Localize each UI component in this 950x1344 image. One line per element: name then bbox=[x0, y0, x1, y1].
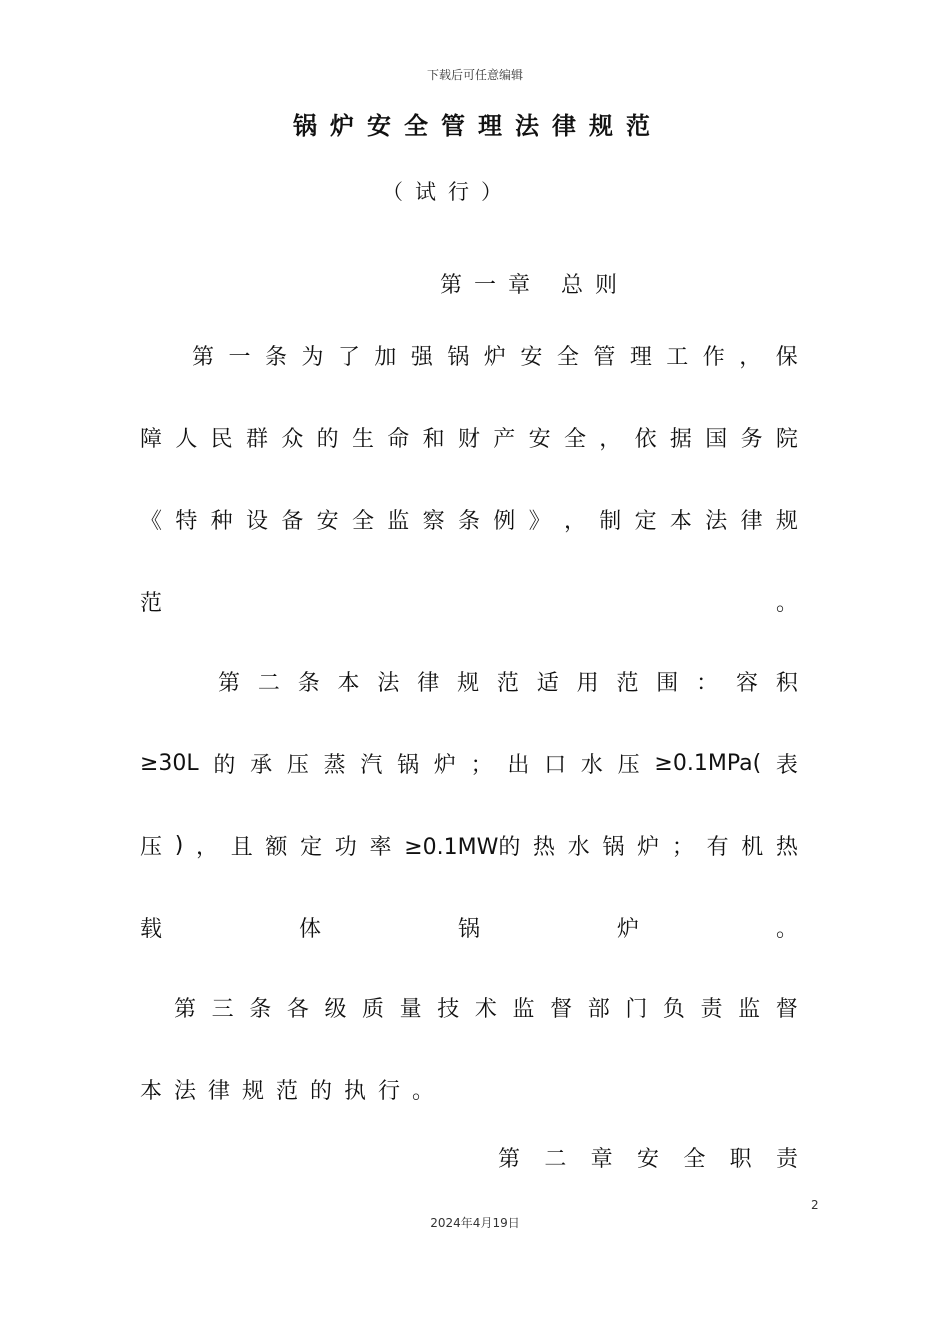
text-token: 体 bbox=[298, 917, 321, 942]
text-token: 条 bbox=[264, 345, 287, 370]
text-token: 热 bbox=[533, 835, 556, 860]
text-token: 产 bbox=[493, 427, 516, 452]
text-token: 术 bbox=[474, 997, 497, 1022]
text-token: 例 bbox=[493, 509, 516, 534]
document-subtitle: （试行） bbox=[382, 180, 514, 204]
text-token: 三 bbox=[211, 997, 234, 1022]
text-token: 锅 bbox=[447, 345, 470, 370]
text-token: 第 bbox=[192, 345, 215, 370]
body-line bbox=[140, 586, 798, 617]
text-token: 。 bbox=[775, 591, 798, 616]
text-token: 安 bbox=[520, 345, 543, 370]
text-token: 规 bbox=[775, 509, 798, 534]
body-line bbox=[140, 992, 798, 1023]
text-token: 炉 bbox=[433, 753, 456, 778]
text-token: 适 bbox=[536, 671, 559, 696]
text-token: 督 bbox=[550, 997, 573, 1022]
text-token: ) bbox=[174, 833, 184, 858]
text-token: 条 bbox=[249, 997, 272, 1022]
text-token: 务 bbox=[740, 427, 763, 452]
text-token: 载 bbox=[140, 917, 163, 942]
text-token: 量 bbox=[399, 997, 422, 1022]
text-token: 众 bbox=[281, 427, 304, 452]
header-note: 下载后可任意编辑 bbox=[426, 68, 523, 82]
text-token: 定 bbox=[634, 509, 657, 534]
text-token: 门 bbox=[625, 997, 648, 1022]
text-token: 二 bbox=[257, 671, 280, 696]
heading-token: 职 bbox=[729, 1147, 752, 1172]
text-token: 命 bbox=[387, 427, 410, 452]
text-token: 备 bbox=[281, 509, 304, 534]
text-token: 据 bbox=[669, 427, 692, 452]
text-token: 法 bbox=[705, 509, 728, 534]
text-token: 人 bbox=[175, 427, 198, 452]
text-token: 安 bbox=[316, 509, 339, 534]
text-token: 围 bbox=[656, 671, 679, 696]
text-token: 的 bbox=[213, 753, 236, 778]
text-token: 压 bbox=[617, 753, 640, 778]
text-token: 。 bbox=[775, 917, 798, 942]
text-token: ； bbox=[470, 753, 493, 778]
text-token: 监 bbox=[512, 997, 535, 1022]
text-token: 为 bbox=[301, 345, 324, 370]
text-token: 作 bbox=[702, 345, 725, 370]
body-line bbox=[140, 912, 798, 943]
text-token: 种 bbox=[210, 509, 233, 534]
text-token: ， bbox=[599, 427, 622, 452]
text-token: 用 bbox=[576, 671, 599, 696]
text-token: 压 bbox=[140, 835, 163, 860]
heading-token: 章 bbox=[590, 1147, 613, 1172]
text-token: 容 bbox=[735, 671, 758, 696]
text-token: 障 bbox=[140, 427, 163, 452]
text-token: 负 bbox=[662, 997, 685, 1022]
text-token: 锅 bbox=[602, 835, 625, 860]
text-token: ： bbox=[696, 671, 719, 696]
body-line bbox=[140, 504, 798, 535]
text-token: 本 bbox=[669, 509, 692, 534]
text-token: 承 bbox=[250, 753, 273, 778]
text-token: 《 bbox=[140, 509, 163, 534]
text-token: 监 bbox=[738, 997, 761, 1022]
heading-token: 二 bbox=[544, 1147, 567, 1172]
text-token: 工 bbox=[666, 345, 689, 370]
text-token: 有 bbox=[706, 835, 729, 860]
text-token: 锅 bbox=[397, 753, 420, 778]
text-token: 》 bbox=[528, 509, 551, 534]
text-token: 汽 bbox=[360, 753, 383, 778]
text-token: 民 bbox=[210, 427, 233, 452]
text-token: 范 bbox=[496, 671, 519, 696]
document-title: 锅炉安全管理法律规范 bbox=[293, 112, 663, 140]
text-token: 压 bbox=[286, 753, 309, 778]
text-token: 生 bbox=[351, 427, 374, 452]
text-token: 律 bbox=[740, 509, 763, 534]
body-line bbox=[140, 422, 798, 453]
heading-token: 第 bbox=[498, 1147, 521, 1172]
body-line bbox=[140, 830, 798, 861]
text-token: 管 bbox=[593, 345, 616, 370]
text-token: 积 bbox=[775, 671, 798, 696]
body-line bbox=[140, 666, 798, 697]
text-token: 范 bbox=[140, 591, 163, 616]
text-token: ， bbox=[195, 835, 218, 860]
footer-date: 2024年4月19日 bbox=[430, 1216, 520, 1230]
text-token: 各 bbox=[286, 997, 309, 1022]
heading-token: 全 bbox=[683, 1147, 706, 1172]
text-token: 制 bbox=[599, 509, 622, 534]
text-token: 本 bbox=[337, 671, 360, 696]
text-token: ， bbox=[563, 509, 586, 534]
text-token: 院 bbox=[775, 427, 798, 452]
text-token: 依 bbox=[634, 427, 657, 452]
text-token: 和 bbox=[422, 427, 445, 452]
text-token: 质 bbox=[362, 997, 385, 1022]
text-token: 水 bbox=[580, 753, 603, 778]
text-token: 全 bbox=[556, 345, 579, 370]
text-token: ≥30L bbox=[140, 751, 199, 776]
text-token: 的 bbox=[316, 427, 339, 452]
text-token: 机 bbox=[741, 835, 764, 860]
text-token: 级 bbox=[324, 997, 347, 1022]
text-token: 且 bbox=[230, 835, 253, 860]
text-token: 督 bbox=[775, 997, 798, 1022]
text-token: 部 bbox=[587, 997, 610, 1022]
text-token: 特 bbox=[175, 509, 198, 534]
text-token: 法 bbox=[377, 671, 400, 696]
text-token: 表 bbox=[775, 753, 798, 778]
text-token: ≥0.1MPa( bbox=[654, 751, 762, 776]
text-token: 监 bbox=[387, 509, 410, 534]
page-number: 2 bbox=[811, 1198, 819, 1212]
text-token: 定 bbox=[300, 835, 323, 860]
text-token: 炉 bbox=[637, 835, 660, 860]
text-token: 口 bbox=[544, 753, 567, 778]
body-line bbox=[140, 748, 798, 779]
body-line: 本法律规范的执行。 bbox=[140, 1079, 447, 1104]
text-token: 第 bbox=[174, 997, 197, 1022]
text-token: 安 bbox=[528, 427, 551, 452]
text-token: 国 bbox=[705, 427, 728, 452]
text-token: 范 bbox=[616, 671, 639, 696]
text-token: 全 bbox=[563, 427, 586, 452]
text-token: 条 bbox=[297, 671, 320, 696]
text-token: 一 bbox=[228, 345, 251, 370]
text-token: 率 bbox=[369, 835, 392, 860]
text-token: 规 bbox=[457, 671, 480, 696]
heading-token: 安 bbox=[636, 1147, 659, 1172]
text-token: 出 bbox=[507, 753, 530, 778]
text-token: 技 bbox=[437, 997, 460, 1022]
text-token: 加 bbox=[374, 345, 397, 370]
chapter-1-heading: 第一章 总则 bbox=[440, 273, 629, 298]
text-token: 水 bbox=[567, 835, 590, 860]
text-token: 察 bbox=[422, 509, 445, 534]
text-token: 律 bbox=[417, 671, 440, 696]
text-token: 锅 bbox=[457, 917, 480, 942]
text-token: 财 bbox=[457, 427, 480, 452]
text-token: 炉 bbox=[483, 345, 506, 370]
heading-token: 责 bbox=[775, 1147, 798, 1172]
text-token: 了 bbox=[337, 345, 360, 370]
text-token: 蒸 bbox=[323, 753, 346, 778]
text-token: 群 bbox=[245, 427, 268, 452]
text-token: 保 bbox=[775, 345, 798, 370]
text-token: 第 bbox=[218, 671, 241, 696]
body-line bbox=[140, 340, 798, 371]
text-token: 条 bbox=[457, 509, 480, 534]
text-token: 炉 bbox=[616, 917, 639, 942]
text-token: 强 bbox=[410, 345, 433, 370]
text-token: ； bbox=[671, 835, 694, 860]
text-token: ， bbox=[739, 345, 762, 370]
text-token: 责 bbox=[700, 997, 723, 1022]
chapter-2-heading bbox=[498, 1142, 798, 1173]
text-token: 额 bbox=[265, 835, 288, 860]
text-token: 理 bbox=[629, 345, 652, 370]
text-token: ≥0.1MW的 bbox=[404, 835, 521, 860]
text-token: 功 bbox=[334, 835, 357, 860]
text-token: 热 bbox=[775, 835, 798, 860]
text-token: 设 bbox=[245, 509, 268, 534]
text-token: 全 bbox=[351, 509, 374, 534]
